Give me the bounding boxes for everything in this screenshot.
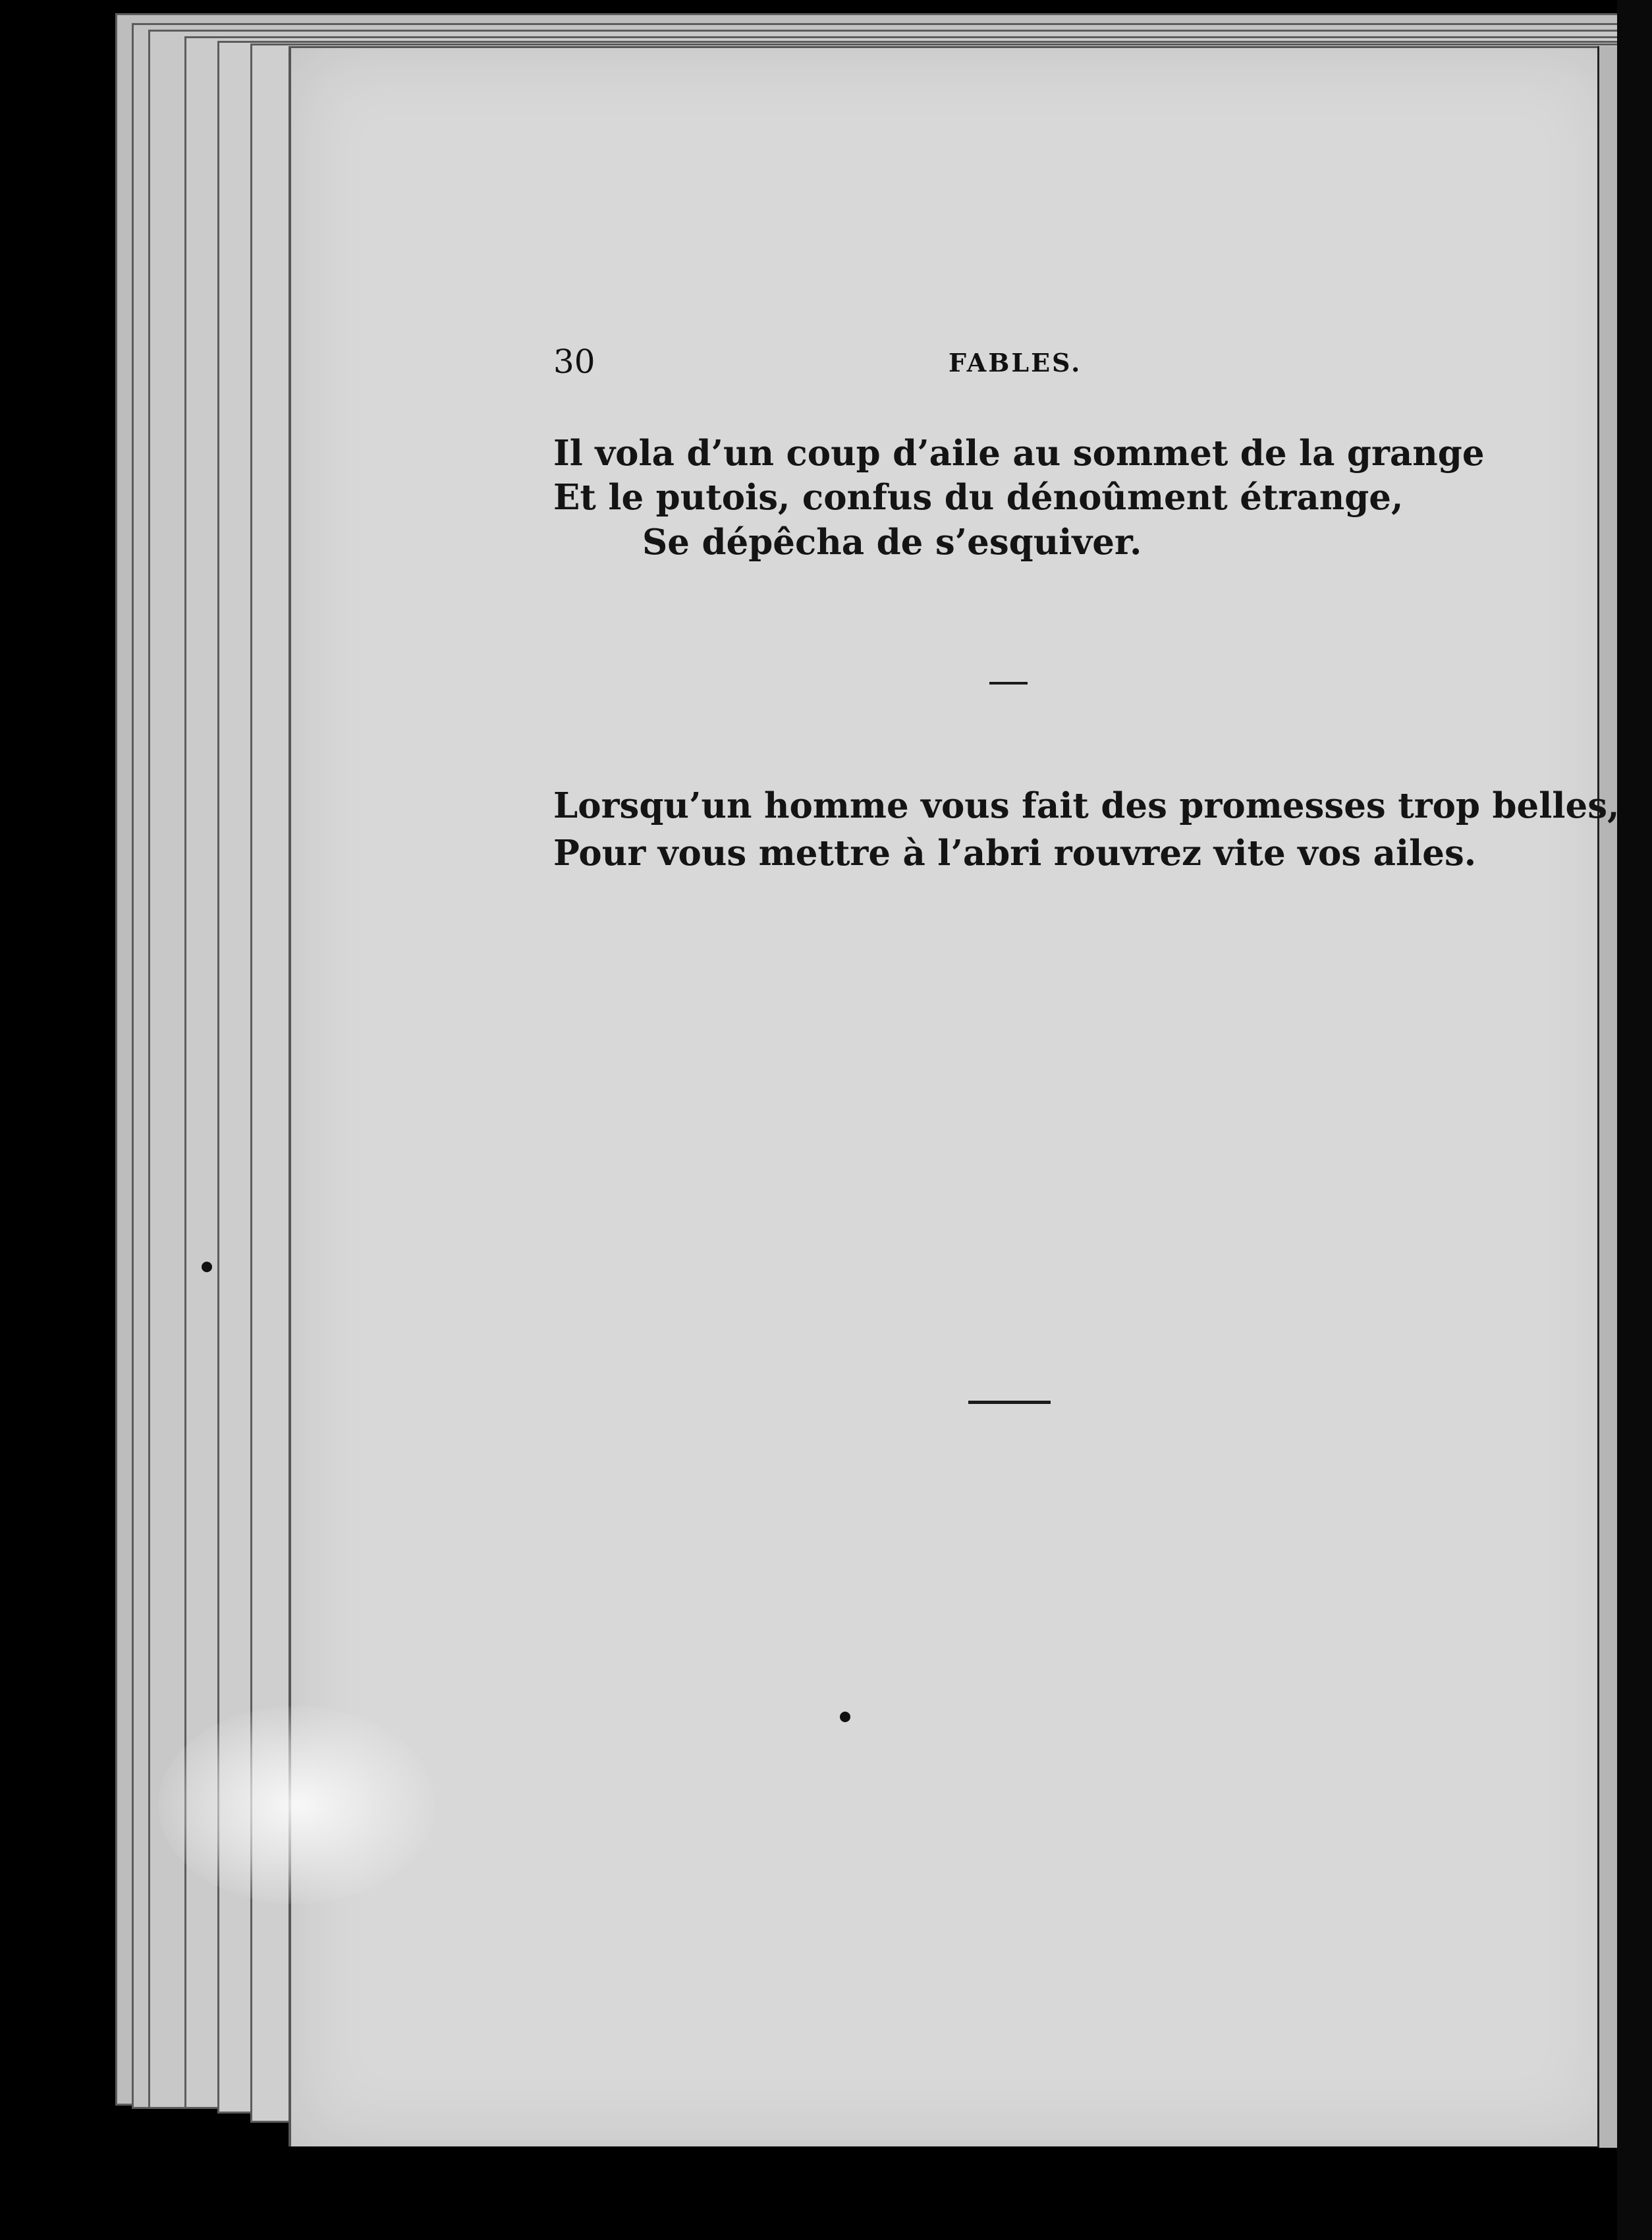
- running-title: FABLES.: [949, 348, 1082, 378]
- verse-line: Se dépêcha de s’esquiver.: [642, 522, 1142, 563]
- section-divider: [989, 682, 1028, 685]
- paper-stain: [158, 1706, 435, 1904]
- moral-line: Lorsqu’un homme vous fait des promesses trop belles,: [553, 785, 1620, 826]
- scan-border: [1617, 0, 1652, 2240]
- ink-speck: [202, 1262, 212, 1272]
- facing-page-edge: [1597, 46, 1619, 2148]
- verse-line: Et le putois, confus du dénoûment étrange,: [553, 477, 1404, 518]
- running-head: [553, 343, 1080, 382]
- verse-line: Il vola d’un coup d’aile au sommet de la grange: [553, 433, 1485, 474]
- moral-line: Pour vous mettre à l’abri rouvrez vite vos ailes.: [553, 833, 1477, 874]
- page-number: 30: [553, 343, 595, 381]
- end-rule: [968, 1401, 1051, 1404]
- ink-speck: [840, 1712, 850, 1722]
